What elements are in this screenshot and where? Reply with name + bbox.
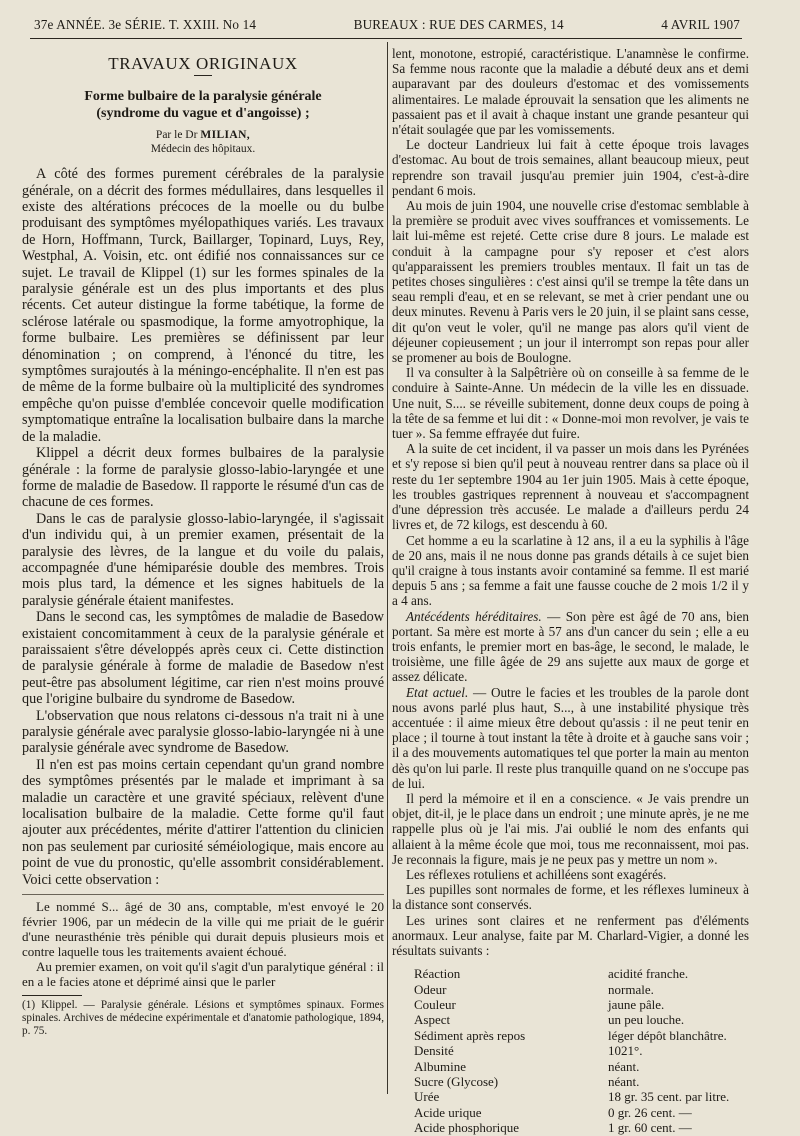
- byline-prefix: Par le Dr: [155, 129, 198, 142]
- results-value: néant.: [608, 1074, 640, 1090]
- results-value: jaune pâle.: [608, 997, 665, 1012]
- paragraph: lent, monotone, estropié, caractéristique. L'anamnèse le confirme. Sa femme nous raconte que la maladie a débuté deux ans et demi auparavant par des douleurs d'estomac et des vomissements alimentaires. Le malade éprouvait la sensation que les aliments ne passaient pas et il avait à chaque instant une grande pesanteur qui n'était soulagée que par les vomissements.: [392, 46, 749, 138]
- results-label: Réaction: [414, 966, 461, 982]
- results-row: [392, 1105, 749, 1120]
- paragraph-current-state: [392, 685, 749, 791]
- results-row: [392, 1074, 749, 1089]
- results-value: néant.: [608, 1058, 640, 1074]
- column-divider: [387, 42, 388, 1094]
- paragraph: Les pupilles sont normales de forme, et les réflexes lumineux à la distance sont conservés.: [392, 882, 749, 913]
- results-row: [392, 1012, 749, 1027]
- paragraph: Il va consulter à la Salpêtrière où on conseille à sa femme de le conduire à Sainte-Anne. Un médecin de la ville les en dissuade. Une nuit, S.... se réveille subitement, donne deux coups de poing à la tête de sa femme et lui dit : « Donne-moi mon revolver, je vais te tuer ». Sa femme effrayée dut fuire.: [392, 365, 749, 442]
- author-name: MILIAN,: [200, 129, 251, 142]
- paragraph: Cet homme a eu la scarlatine à 12 ans, il a eu la syphilis à l'âge de 20 ans, mais il ne nous donne pas grands détails à ce sujet bien qu'il craigne à tous instants avoir contaminé sa femme. Il est marié depuis 5 ans ; sa femme a fait une fausse couche de 2 mois 1/2 il y a 4 ans.: [392, 532, 749, 609]
- footnote-rule: [22, 995, 82, 996]
- paragraph: Dans le cas de paralysie glosso-labio-laryngée, il s'agissait d'un individu qui, à un premier examen, présentait de la paralysie des lèvres, de la langue et du voile du palais, accompagnée d'une hémiparésie double des membres. Trois mois plus tard, la démence et les signes habituels de la paralysie générale étaient manifestes.: [22, 510, 384, 609]
- paragraph: A côté des formes purement cérébrales de la paralysie générale, on a décrit des formes médullaires, dans lesquelles il existe des altérations précoces de la moelle ou du bulbe produisant des symptômes myélopathiques variés. Les travaux de Horn, Hoffmann, Turck, Baillarger, Topinard, Luys, Rey, Westphal, A. Voisin, etc. ont édifié nos connaissances sur ce sujet. Le travail de Klippel (1) sur les formes spinales de la paralysie générale est un des plus importants et des plus récents. Cet auteur distingue la forme tabétique, la forme de sclérose latérale ou spasmodique, la forme amyotrophique, la forme bulbaire. Les premières se définissent par leur dénomination ; on comprend, à l'énoncé du titre, les symptômes surajoutés à la méningo-encéphalite. Il n'en est pas de même de la forme bulbaire où la multiplicité des syndromes empêche qu'on puisse d'emblée concevoir quelle modification symptomatique entraîne la localisation bulbaire dans la marche de la maladie.: [22, 166, 384, 445]
- results-value: 0 gr. 26 cent. —: [608, 1104, 692, 1120]
- results-label: Sédiment après repos: [414, 1027, 526, 1043]
- results-value: normale.: [608, 981, 654, 997]
- header-office: BUREAUX : RUE DES CARMES, 14: [353, 17, 564, 32]
- results-label: Sucre (Glycose): [414, 1074, 499, 1090]
- results-row: [392, 982, 749, 997]
- observation-paragraph: Le nommé S... âgé de 30 ans, comptable, m'est envoyé le 20 février 1906, par un médecin de la ville qui me priait de le guérir d'une neurasthénie très pénible qui durait depuis plusieurs mois et contre laquelle tous les traitements avaient échoué.: [22, 899, 384, 960]
- observation-paragraph: Au premier examen, on voit qu'il s'agit d'un paralytique général : il en a le facies atone et déprimé ainsi que le parler: [22, 959, 384, 990]
- results-label: Odeur: [414, 981, 447, 997]
- paragraph: Il perd la mémoire et il en a conscience. « Je vais prendre un objet, dit-il, je le place dans un endroit ; une minute après, je ne me rappelle plus où je l'ai mis. J'ai oublié le nom des enfants qui allaient à la même école que moi, tous me reconnaissent, moi pas. Je reconnais la figure, mais je ne peux pas y mettre un nom ».: [392, 790, 749, 867]
- hereditary-lead: Antécédents héréditaires.: [406, 608, 542, 624]
- left-column: [22, 46, 384, 1038]
- results-row: [392, 966, 749, 981]
- paragraph: A la suite de cet incident, il va passer un mois dans les Pyrénées et s'y repose si bien qu'il peut à nouveau rentrer dans sa place où il reste du 1er septembre 1904 au 1er juin 1905. Mais à cette époque, les troubles gastriques reprennent à nouveau et s'accompagnent d'une dépression très accusée. Le malade a d'ailleurs perdu 24 livres et, de 72 kilogs, est descendu à 60.: [392, 441, 749, 533]
- results-label: Aspect: [414, 1012, 451, 1028]
- author-affiliation: Médecin des hôpitaux.: [150, 143, 256, 156]
- results-label: Acide phosphorique: [414, 1120, 520, 1136]
- paragraph: Klippel a décrit deux formes bulbaires de la paralysie générale : la forme de paralysie glosso-labio-laryngée et une forme de maladie de Basedow. Il rapporte le résumé d'un cas de chacune de ces formes.: [22, 445, 384, 511]
- header-date: 4 AVRIL 1907: [661, 17, 740, 32]
- results-row: [392, 1089, 749, 1104]
- right-column: [392, 46, 749, 1136]
- results-value: léger dépôt blanchâtre.: [608, 1027, 727, 1043]
- article-title-line2: (syndrome du vague et d'angoisse) ;: [96, 106, 310, 122]
- results-row: [392, 1028, 749, 1043]
- results-row: [392, 1120, 749, 1135]
- results-row: [392, 1043, 749, 1058]
- observation-rule: [22, 894, 384, 895]
- header-issue: 37e ANNÉE. 3e SÉRIE. T. XXIII. No 14: [34, 17, 257, 32]
- results-value: 1021°.: [608, 1043, 643, 1059]
- results-value: 1 gr. 60 cent. —: [608, 1120, 692, 1136]
- urine-results-table: [392, 966, 749, 1135]
- paragraph: L'observation que nous relatons ci-dessous n'a trait ni à une paralysie générale avec paralysie glosso-labio-laryngée ni à une paralysie générale avec syndrome de Basedow.: [22, 707, 385, 757]
- results-value: un peu louche.: [608, 1012, 685, 1028]
- paragraph: Au mois de juin 1904, une nouvelle crise d'estomac semblable à la première se produit avec vives souffrances et vomissements. Le lait lui-même est rejeté. Cette crise dure 8 jours. Le malade est conduit à la campagne pour s'y reposer et c'est alors qu'apparaissent les premiers troubles mentaux. Il fait un tas de petites choses singulières : c'est ainsi qu'il se trempe la tête dans un seau rempli d'eau, et en se relevant, se met à crier pendant une ou deux minutes. Revenu à Paris vers le 20 juin, il se plaint sans cesse, dit qu'on veut le voler, qu'il ne mange pas alors qu'il vient de déjeuner copieusement ; un jour il interrompt son repas pour aller se promener au bois de Boulogne.: [392, 198, 749, 366]
- results-label: Albumine: [414, 1058, 466, 1074]
- results-label: Couleur: [414, 997, 456, 1012]
- hereditary-text: — Son père est âgé de 70 ans, bien portant. Sa mère est morte à 57 ans d'un cancer du sein ; elle a eu trois enfants, le premier mort en bas-âge, le second, le malade, le troisième, une fille âgée de 29 ans sujette aux maux de gorge et assez délicate.: [392, 608, 749, 685]
- current-state-text: — Outre le facies et les troubles de la parole dont nous avons parlé plus haut, S..., à une instabilité physique très accentuée : il aime mieux être debout qu'assis : il ne peut tenir en place ; il tourne à tout instant la tête à droite et à gauche sans voir ; il a des mouvements automatiques tel que porter la main au menton dès qu'on lui parle. Il reste plus tranquille quand on ne s'occupe pas de lui.: [392, 684, 749, 791]
- results-row: [392, 997, 749, 1012]
- title-rule: [194, 75, 212, 76]
- running-header: [34, 17, 740, 33]
- paragraph-hereditary: [392, 609, 749, 685]
- header-rule: [30, 38, 742, 39]
- paragraph: Le docteur Landrieux lui fait à cette époque trois lavages d'estomac. Au bout de trois semaines, allant beaucoup mieux, peut reprendre son travail jusqu'au premier juin 1904, c'est-à-dire pendant 6 mois.: [392, 137, 749, 198]
- results-label: Densité: [414, 1043, 454, 1059]
- article-title: [22, 88, 384, 122]
- section-title: TRAVAUX ORIGINAUX: [108, 54, 298, 73]
- paragraph: Les urines sont claires et ne renferment pas d'éléments anormaux. Leur analyse, faite par M. Charlard-Vigier, a donné les résultats suivants :: [392, 912, 749, 958]
- footnote: (1) Klippel. — Paralysie générale. Lésions et symptômes spinaux. Formes spinales. Archives de médecine expérimentale et d'anatomie pathologique, 1894, p. 75.: [22, 999, 384, 1038]
- article-title-line1: Forme bulbaire de la paralysie générale: [84, 89, 322, 105]
- results-row: [392, 1059, 749, 1074]
- results-value: acidité franche.: [608, 966, 689, 982]
- paragraph: Dans le second cas, les symptômes de maladie de Basedow existaient concomitamment à ceux de la paralysie générale et paraissaient s'être développés après ceux ci. Cette distinction de paralysie générale à forme de maladie de Basedow n'est peut-être pas absolument légitime, car rien n'est moins prouvé que l'origine bulbaire du syndrome de Basedow.: [22, 609, 384, 708]
- results-label: Urée: [414, 1089, 440, 1105]
- results-label: Acide urique: [414, 1104, 482, 1120]
- results-value: 18 gr. 35 cent. par litre.: [608, 1089, 730, 1105]
- byline: [22, 128, 384, 142]
- paragraph: Les réflexes rotuliens et achilléens sont exagérés.: [406, 866, 667, 882]
- paragraph: Il n'en est pas moins certain cependant qu'un grand nombre des symptômes présentés par le malade et imprimant à sa maladie un caractère et une gravité spéciaux, relèvent d'une localisation bulbaire de la maladie. Cette forme qu'il faut ajouter aux précédentes, mérite d'attirer l'attention du clinicien non pas seulement par curiosité séméiologique, mais encore au point de vue du pronostic, qu'elle assombrit considérablement. Voici cette observation :: [22, 756, 384, 888]
- current-state-lead: Etat actuel.: [406, 684, 469, 700]
